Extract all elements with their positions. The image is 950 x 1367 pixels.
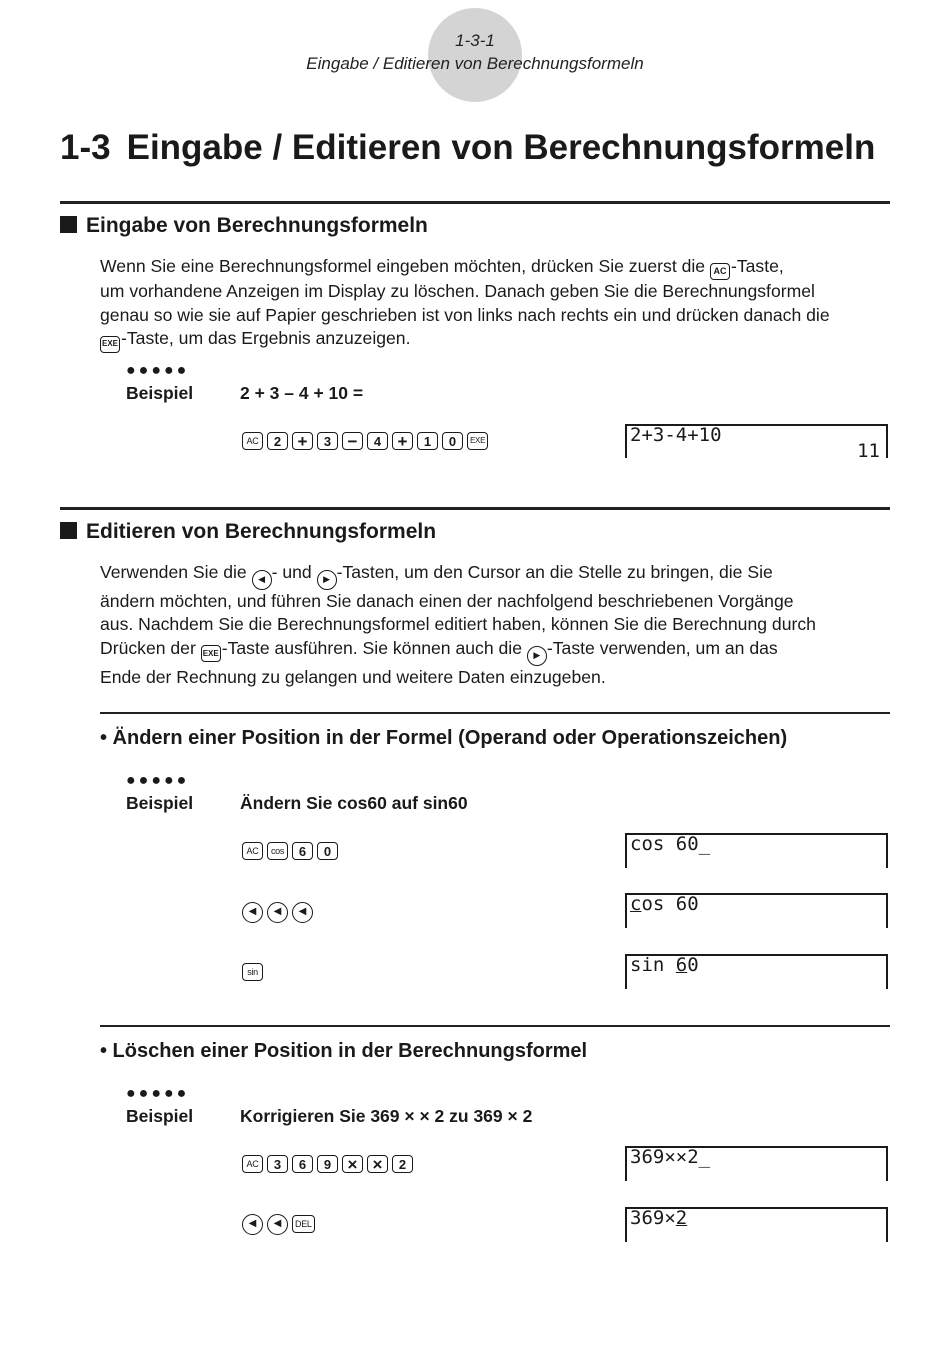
key-sequence — [242, 840, 338, 862]
digit-4-key: 4 — [367, 432, 388, 450]
digit-9-key: 9 — [317, 1155, 338, 1173]
key-sequence — [242, 430, 488, 452]
left-arrow-key-icon: ◀ — [242, 902, 263, 923]
text-span: -Taste verwenden, um an das — [546, 637, 778, 658]
exe-key-icon: EXE — [100, 336, 120, 353]
display-line-1: 2+3-4+10 — [630, 424, 722, 446]
plus-key-icon: + — [292, 432, 313, 450]
display-line-1 — [630, 954, 699, 976]
chapter-title — [60, 128, 875, 168]
square-bullet-icon — [60, 216, 77, 233]
left-arrow-key-icon: ◀ — [267, 1214, 288, 1235]
text-span: - und — [271, 562, 317, 582]
key-sequence — [242, 1213, 315, 1235]
square-bullet-icon — [60, 522, 77, 539]
cursor-char: 6 — [675, 954, 688, 976]
example-text: 2 + 3 – 4 + 10 = — [240, 383, 364, 403]
text-line: ändern möchten, und führen Sie danach einen der nachfolgend beschriebenen Vorgänge — [100, 590, 794, 611]
section-rule — [60, 507, 890, 510]
text-line — [100, 561, 900, 590]
right-arrow-key-icon: ▶ — [527, 646, 547, 666]
section-heading — [60, 214, 428, 238]
minus-key-icon: − — [342, 432, 363, 450]
text-line: genau so wie sie auf Papier geschrieben ist von links nach rechts ein und drücken danach die — [100, 304, 830, 325]
subsection-rule — [100, 712, 890, 714]
calculator-display — [625, 833, 888, 868]
left-arrow-key-icon: ◀ — [242, 1214, 263, 1235]
ac-key-icon: AC — [242, 432, 263, 450]
calculator-display — [625, 1207, 888, 1242]
digit-0-key: 0 — [442, 432, 463, 450]
cos-key-icon: cos — [267, 842, 288, 860]
display-line-1: cos 60_ — [630, 833, 711, 855]
subsection-heading: • Löschen einer Position in der Berechnungsformel — [100, 1040, 588, 1062]
left-arrow-key-icon: ◀ — [292, 902, 313, 923]
example-text: Ändern Sie cos60 auf sin60 — [240, 793, 468, 813]
key-sequence — [242, 1153, 413, 1175]
digit-2-key: 2 — [392, 1155, 413, 1173]
ac-key-icon: AC — [242, 842, 263, 860]
text-line: um vorhandene Anzeigen im Display zu löschen. Danach geben Sie die Berechnungsformel — [100, 281, 815, 302]
text-span: Wenn Sie eine Berechnungsformel eingeben möchten, drücken Sie zuerst die — [100, 256, 710, 276]
text-span: -Taste, — [730, 256, 784, 276]
text-span: -Taste ausführen. Sie können auch die — [221, 637, 527, 658]
section-heading-text: Eingabe von Berechnungsformeln — [86, 214, 428, 237]
del-key-icon: DEL — [292, 1215, 315, 1233]
subsection-rule — [100, 1025, 890, 1027]
display-text: 369× — [630, 1207, 676, 1229]
example-dots: ●●●●● — [126, 772, 190, 789]
ac-key-icon: AC — [710, 263, 730, 280]
text-line: Ende der Rechnung zu gelangen und weitere Daten einzugeben. — [100, 666, 606, 687]
display-text: os 60 — [641, 893, 699, 915]
text-span: -Tasten, um den Cursor an die Stelle zu bringen, die Sie — [336, 562, 773, 582]
section-rule — [60, 201, 890, 204]
text-span: Verwenden Sie die — [100, 562, 252, 582]
calculator-display — [625, 1146, 888, 1181]
display-line-1: 369××2_ — [630, 1146, 711, 1168]
display-line-1 — [630, 893, 699, 915]
digit-0-key: 0 — [317, 842, 338, 860]
left-arrow-key-icon: ◀ — [267, 902, 288, 923]
exe-key-icon: EXE — [201, 645, 221, 662]
text-span: -Taste, um das Ergebnis anzuzeigen. — [121, 328, 411, 349]
example-label: Beispiel — [126, 383, 194, 403]
running-header: Eingabe / Editieren von Berechnungsformeln — [306, 54, 644, 73]
page-number: 1-3-1 — [455, 31, 495, 50]
display-text: sin — [630, 954, 676, 976]
cursor-char: 2 — [675, 1207, 688, 1229]
cursor-char: c — [630, 893, 642, 915]
digit-3-key: 3 — [267, 1155, 288, 1173]
key-sequence — [242, 961, 263, 983]
section-heading-text: Editieren von Berechnungsformeln — [86, 520, 437, 543]
section-paragraph — [100, 561, 900, 689]
chapter-title-text: Eingabe / Editieren von Berechnungsformeln — [126, 128, 876, 167]
text-line: aus. Nachdem Sie die Berechnungsformel editiert haben, können Sie die Berechnung durch — [100, 614, 816, 635]
example-dots: ●●●●● — [126, 1085, 190, 1102]
example-dots: ●●●●● — [126, 362, 190, 379]
subsection-heading: • Ändern einer Position in der Formel (Operand oder Operationszeichen) — [100, 727, 788, 749]
plus-key-icon: + — [392, 432, 413, 450]
digit-1-key: 1 — [417, 432, 438, 450]
calculator-display — [625, 893, 888, 928]
display-line-1 — [630, 1207, 687, 1229]
text-line — [100, 637, 900, 666]
section-paragraph — [100, 255, 900, 353]
digit-2-key: 2 — [267, 432, 288, 450]
display-text: 0 — [687, 954, 699, 976]
chapter-number: 1-3 — [60, 128, 111, 167]
multiply-key-icon: × — [367, 1155, 388, 1173]
ac-key-icon: AC — [242, 1155, 263, 1173]
key-sequence — [242, 901, 313, 923]
section-heading — [60, 520, 436, 544]
display-result: 11 — [857, 440, 880, 462]
left-arrow-key-icon: ◀ — [252, 570, 272, 590]
text-line — [100, 255, 900, 280]
example-text: Korrigieren Sie 369 × × 2 zu 369 × 2 — [240, 1106, 533, 1126]
calculator-display — [625, 424, 888, 462]
right-arrow-key-icon: ▶ — [317, 570, 337, 590]
digit-3-key: 3 — [317, 432, 338, 450]
calculator-display — [625, 954, 888, 989]
example-label: Beispiel — [126, 1106, 194, 1126]
example-label: Beispiel — [126, 793, 194, 813]
digit-6-key: 6 — [292, 1155, 313, 1173]
sin-key-icon: sin — [242, 963, 263, 981]
digit-6-key: 6 — [292, 842, 313, 860]
text-span: Drücken der — [100, 637, 201, 658]
multiply-key-icon: × — [342, 1155, 363, 1173]
exe-key-icon: EXE — [467, 432, 488, 450]
text-line — [100, 327, 900, 352]
